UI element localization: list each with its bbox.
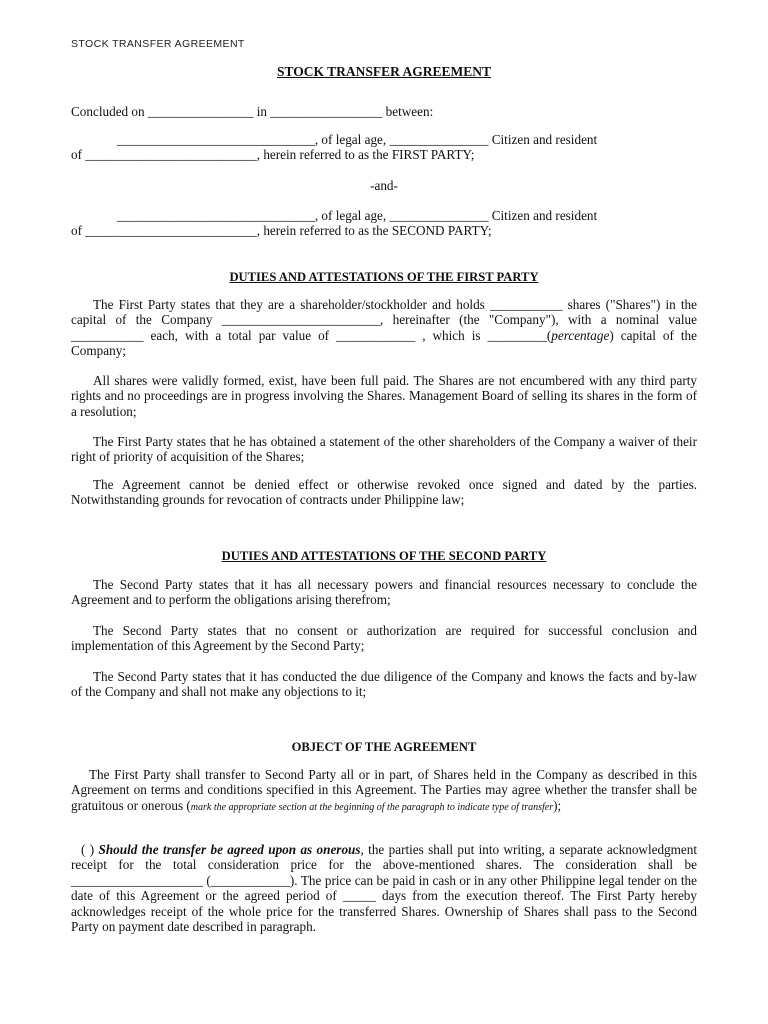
document-title: STOCK TRANSFER AGREEMENT [276, 64, 492, 79]
first-party-line-1: ______________________________, of legal age, _______________ Citizen and resident [117, 132, 598, 147]
onerous-checkbox[interactable]: ( ) [81, 842, 95, 857]
object-p1-note: mark the appropriate section at the beginning of the paragraph to indicate type of transfer [190, 801, 554, 813]
first-party-paragraph-4: The Agreement cannot be denied effect or otherwise revoked once signed and dated by the parties. Notwithstanding grounds for revocation of contracts under Philippine law; [71, 477, 697, 508]
p1-text-b: ) capital of the Company; [71, 327, 697, 359]
onerous-clause-text: , the parties shall put into writing, a separate acknowledgment receipt for the total consideration price for the above-mentioned shares. The consideration shall be ____________________ (____________). The price can be paid in cash or in any other Philippine legal tender on the date of this Agreement or the agreed period of _____ days from the execution thereof. The First Party hereby acknowledges receipt of the whole price for the transferred Shares. Ownership of Shares shall pass to the Second Party on payment date described in paragraph. [71, 842, 698, 935]
second-party-heading: DUTIES AND ATTESTATIONS OF THE SECOND PARTY [221, 549, 547, 563]
second-party-line-1: ______________________________, of legal age, _______________ Citizen and resident [117, 208, 598, 223]
p1-italic: percentage [551, 327, 610, 343]
second-party-paragraph-1: The Second Party states that it has all necessary powers and financial resources necessary to conclude the Agreement and to perform the obligations arising therefrom; [71, 577, 697, 608]
running-header: STOCK TRANSFER AGREEMENT [71, 38, 245, 50]
object-p1-text-a: The First Party shall transfer to Second Party all or in part, of Shares held in the Company as described in this Agreement on terms and conditions specified in this Agreement. The Parties may agree whether the transfer shall be gratuitous or onerous ( [71, 767, 697, 813]
p1-text-a: The First Party states that they are a shareholder/stockholder and holds ___________ shares ("Shares") in the capital of the Company ________________________, hereinafter (the "Company"), with a nominal value ___________ each, with a total par value of ____________ , which is _________( [71, 297, 697, 343]
object-paragraph-2 [71, 842, 697, 934]
second-party-paragraph-3: The Second Party states that it has conducted the due diligence of the Company and knows the facts and by-law of the Company and shall not make any objections to it; [71, 669, 697, 700]
onerous-clause-title: Should the transfer be agreed upon as onerous [98, 842, 361, 857]
second-party-paragraph-2: The Second Party states that no consent or authorization are required for successful conclusion and implementation of this Agreement by the Second Party; [71, 623, 697, 654]
object-heading: OBJECT OF THE AGREEMENT [291, 740, 477, 754]
first-party-paragraph-2: All shares were validly formed, exist, have been full paid. The Shares are not encumbered with any third party rights and no proceedings are in progress involving the Shares. Management Board of selling its shares in the form of a resolution; [71, 373, 697, 419]
first-party-line-2: of __________________________, herein referred to as the FIRST PARTY; [71, 147, 475, 162]
first-party-paragraph-3: The First Party states that he has obtained a statement of the other shareholders of the Company a waiver of their right of priority of acquisition of the Shares; [71, 434, 697, 465]
object-paragraph-1 [71, 767, 697, 815]
object-p1-text-b: ); [553, 797, 562, 813]
first-party-paragraph-1 [71, 297, 697, 359]
and-separator: -and- [370, 178, 398, 193]
first-party-heading: DUTIES AND ATTESTATIONS OF THE FIRST PARTY [229, 270, 539, 284]
second-party-line-2: of __________________________, herein referred to as the SECOND PARTY; [71, 223, 492, 238]
concluded-line: Concluded on ________________ in _________________ between: [71, 104, 434, 119]
